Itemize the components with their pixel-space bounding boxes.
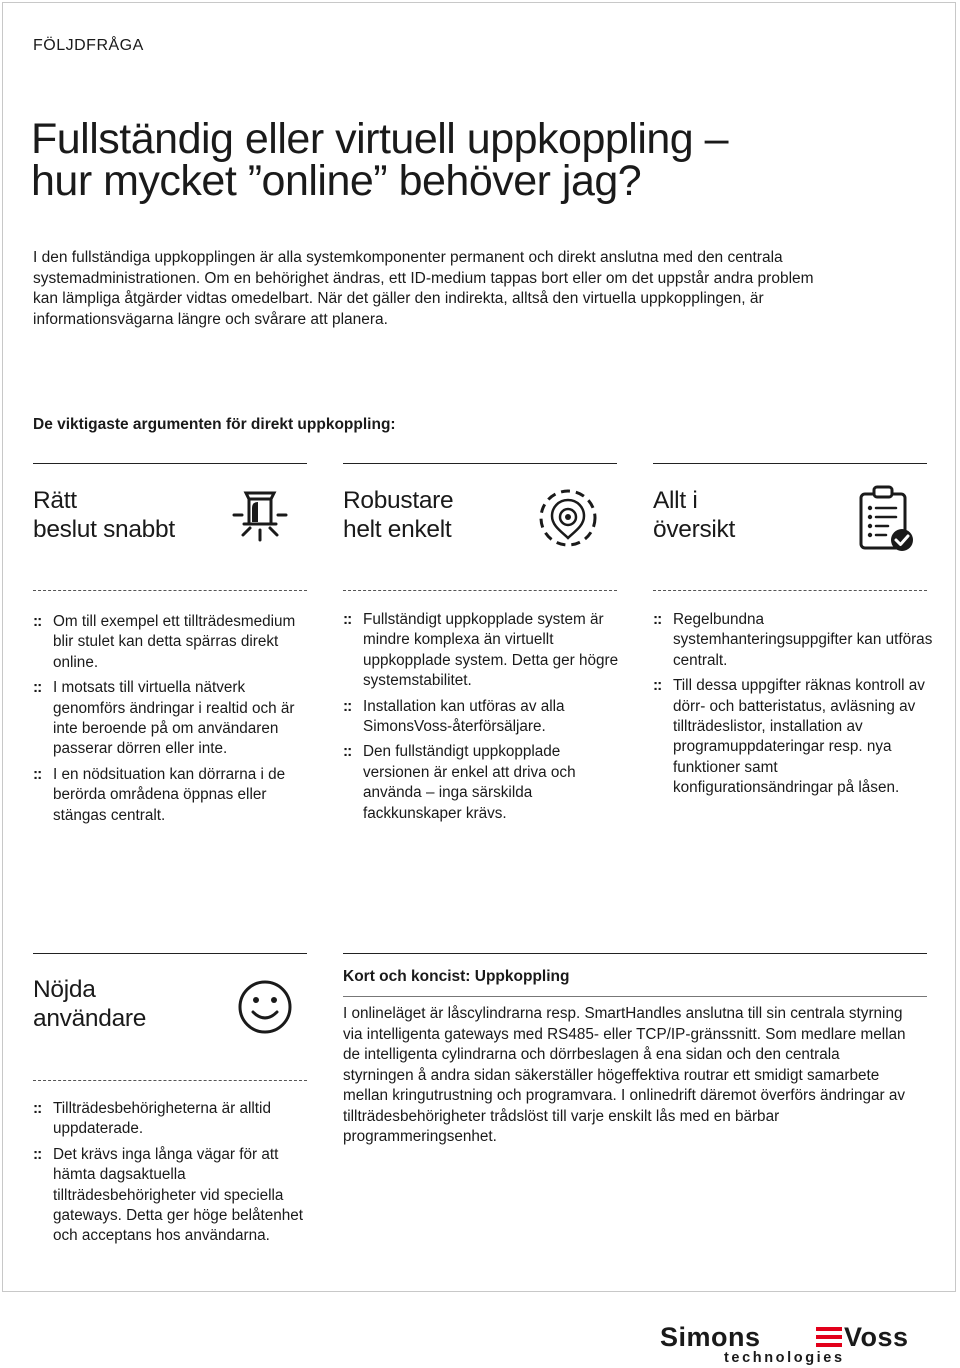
column-divider <box>33 1080 307 1081</box>
column-title-line: användare <box>33 1005 147 1032</box>
bullet-mark: :: <box>33 1145 42 1163</box>
list-item <box>653 676 938 798</box>
bullet-mark: :: <box>33 679 42 697</box>
summary-top-rule <box>343 953 927 954</box>
logo-word-voss: Voss <box>844 1322 909 1352</box>
column-title-line: Nöjda <box>33 976 96 1003</box>
column-top-rule <box>33 953 307 954</box>
column-title <box>33 486 175 544</box>
list-item <box>343 742 623 824</box>
column-bullet-list <box>343 610 623 829</box>
kicker: FÖLJDFRÅGA <box>33 37 144 54</box>
column-title <box>653 486 735 544</box>
bullet-text: Den fullständigt uppkopplade versionen är enkel att driva och använda – inga särskilda fackkunskaper krävs. <box>363 743 576 822</box>
bullet-text: Fullständigt uppkopplade system är mindre komplexa än virtuellt uppkopplade system. Detta ger högre systemstabilitet. <box>363 611 619 690</box>
column-divider <box>343 590 617 591</box>
bullet-text: I en nödsituation kan dörrarna i de berörda områdena öppnas eller stängas centralt. <box>53 765 286 824</box>
column-top-rule <box>33 463 307 464</box>
column-title-line: Robustare <box>343 487 454 514</box>
bullet-text: Installation kan utföras av alla SimonsVoss-återförsäljare. <box>363 697 565 736</box>
bullet-mark: :: <box>33 1100 42 1117</box>
intro-paragraph: I den fullständiga uppkopplingen är alla systemkomponenter permanent och direkt anslutna med den centrala systemadministrationen. Om en behörighet ändras, ett ID-medium tappas bort eller om det uppstår andra problem kan lämpliga åtgärder vidtas omedelbart. När det gäller den indirekta, alltså den virtuella uppkopplingen, är informationsvägarna längre och svårare att planera. <box>33 249 814 329</box>
column-bullet-list <box>653 610 938 804</box>
bullet-mark: :: <box>343 697 352 715</box>
smiley-icon <box>236 978 294 1036</box>
bullet-mark: :: <box>343 743 352 761</box>
bullet-text: Det krävs inga långa vägar för att hämta dagsaktuella tillträdesbehörigheter vid speciella gateways. Detta ger höge belåtenhet och acceptans hos användarna. <box>53 1145 304 1245</box>
list-item <box>33 612 313 673</box>
page-title <box>31 115 831 205</box>
target-shield-icon <box>536 486 600 550</box>
alarm-light-icon <box>230 488 290 548</box>
column-title-line: helt enkelt <box>343 516 452 543</box>
title-line-1: Fullständig eller virtuell uppkoppling – <box>31 115 729 163</box>
column-top-rule <box>653 463 927 464</box>
column-title-line: Allt i <box>653 487 698 514</box>
column-title <box>33 975 146 1033</box>
clipboard-checklist-icon <box>856 484 918 556</box>
column-divider <box>33 590 307 591</box>
summary-text: I onlineläget är låscylindrarna resp. SmartHandles anslutna till sin centrala styrning via intelligenta gateways med RS485- eller TCP/IP-gränssnitt. Som medlare mellan de intelligenta cylindrarna och dörrbeslagen å ena sidan och den centrala styrningen å andra sidan säkerställer högeffektiva routrar ett smidigt samarbete mellan kringutrustning och programvara. I onlinedrift däremot överförs ändringar av tillträdesbehörigheter trådslöst till varje enskilt lås med en bärbar programmeringsenhet. <box>343 1005 906 1145</box>
bullet-text: I motsats till virtuella nätverk genomförs ändringar i realtid och är inte beroende på om användaren passerar dörren eller inte. <box>53 679 295 758</box>
bullet-text: Till dessa uppgifter räknas kontroll av dörr- och batteristatus, avläsning av tillträdeslistor, installation av programuppdateringar resp. nya funktioner samt konfigurationsändringar på låsen. <box>673 677 925 797</box>
bullet-mark: :: <box>33 613 42 630</box>
list-item <box>33 765 313 826</box>
bullet-mark: :: <box>653 611 662 628</box>
list-item <box>33 1099 313 1140</box>
title-line-2: hur mycket ”online” behöver jag? <box>31 157 642 205</box>
summary-divider <box>343 996 927 997</box>
column-bullet-list <box>33 1099 313 1252</box>
logo-tagline: technologies <box>724 1350 845 1366</box>
bullet-mark: :: <box>33 765 42 783</box>
bullet-mark: :: <box>343 611 352 628</box>
logo-accent-icon <box>816 1326 842 1348</box>
column-title-line: Rätt <box>33 487 77 514</box>
column-title-line: översikt <box>653 516 736 543</box>
list-item <box>343 610 623 692</box>
list-item <box>33 678 313 760</box>
column-title-line: beslut snabbt <box>33 516 175 543</box>
list-item <box>343 697 623 738</box>
column-bullet-list <box>33 612 313 831</box>
column-top-rule <box>343 463 617 464</box>
logo-word-simons: Simons <box>660 1322 761 1352</box>
simonsvoss-logo <box>660 1322 940 1366</box>
list-item <box>653 610 938 671</box>
bullet-text: Om till exempel ett tillträdesmedium blir stulet kan detta spärras direkt online. <box>53 613 296 671</box>
bullet-mark: :: <box>653 677 662 695</box>
summary-heading: Kort och koncist: Uppkoppling <box>343 968 570 985</box>
list-item <box>33 1145 313 1247</box>
column-divider <box>653 590 927 591</box>
section-heading: De viktigaste argumenten för direkt uppkoppling: <box>33 416 396 433</box>
bullet-text: Tillträdesbehörigheterna är alltid uppdaterade. <box>53 1100 271 1138</box>
bullet-text: Regelbundna systemhanteringsuppgifter kan utföras centralt. <box>673 611 933 669</box>
column-title <box>343 486 453 544</box>
